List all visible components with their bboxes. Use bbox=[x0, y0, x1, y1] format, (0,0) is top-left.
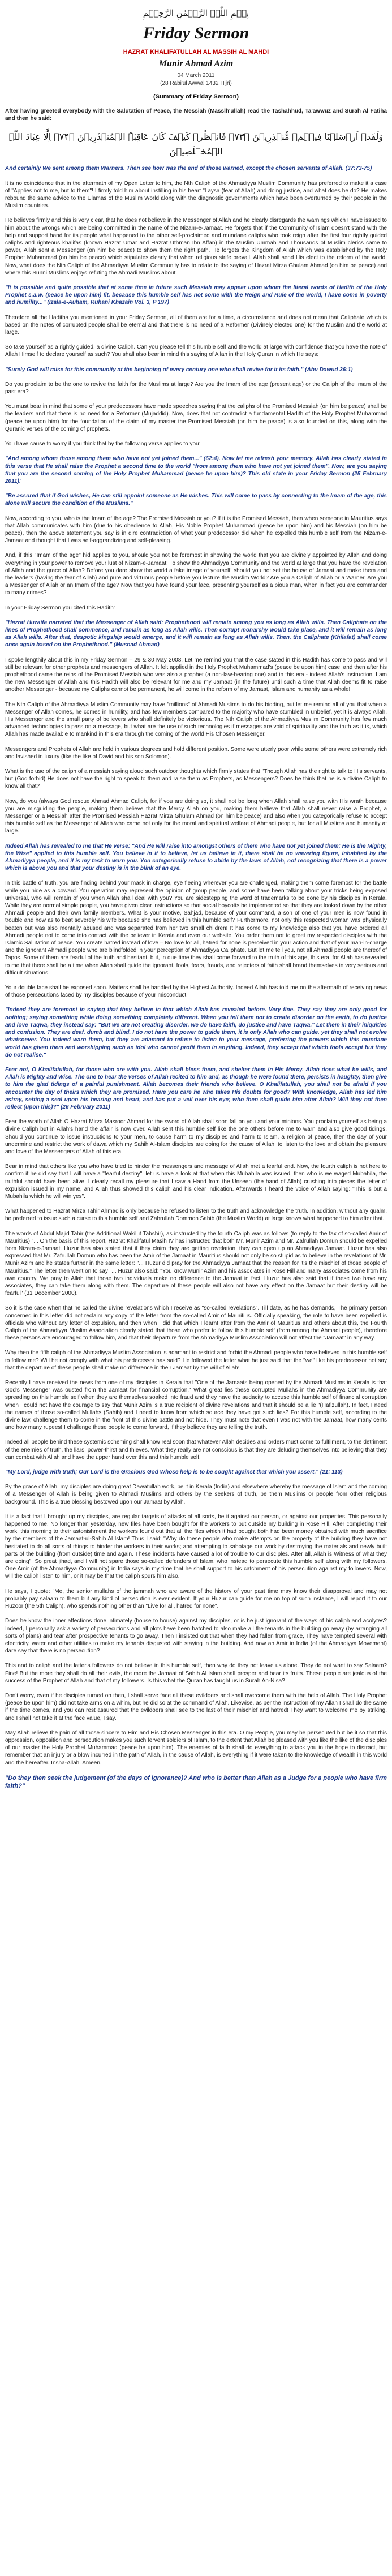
sermon-paragraph: Your double face shall be exposed soon. Matters shall be handled by the Highest Authority. Indeed Allah has told me on the aftermath of receiving news of those persecutions faced by my disciples because of your misconduct. bbox=[5, 985, 387, 999]
sermon-paragraph: You have cause to worry if you think that by the following verse applies to you: bbox=[5, 441, 201, 448]
bismillah-heading: بِسۡمِ اللّٰہِ الرَّحۡمٰنِ الرَّحِیۡمِ bbox=[143, 8, 249, 18]
sermon-paragraph: This and to caliph and the latter's followers do not believe in this humble self, then why do they not leave us alone. They do not want to say Salaam? Fine! But the more they shall do all their evils, the more the Jamaat of Sahih Al Islam shall prosper and bear its fruits. These people are jealous of the success of the Prophet of Allah and that of my followers. Is this what the Quran has taught us in Surah An-Nisa? bbox=[5, 1663, 387, 1684]
closing-quote: "Do they then seek the judgement (of the days of ignorance)? And who is better than Allah as a Judge for a people who have firm faith?" bbox=[5, 1774, 387, 1789]
sermon-paragraph: Therefore all the Hadiths you mentioned in your Friday Sermon, all of them are for a time, a circumstance and does not mean that Caliphate which is based on the notes of corrupted people shall be eternal and that there is no need of a Reformer (Divinely elected one) for the Muslim and the world at large. bbox=[5, 314, 387, 336]
sermon-paragraph: What happened to Hazrat Mirza Tahir Ahmad is only because he refused to listen to the truth and acknowledge the truth. In addition, without any qualm, he preferred to issue such a curse to this humble self and Zahrullah Dommon Sahib (the Muslim World) at large knows what happened to him after that. bbox=[5, 1208, 387, 1222]
sermon-date: 04 March 2011 bbox=[177, 72, 215, 79]
quote-paragraph: "Hazrat Huzaifa narrated that the Messenger of Allah said: Prophethood will remain among you as long as Allah wills. Then Caliphate on the lines of Prophethood shall commence, and remain as long as Allah wills. Then corrupt monarchy would take place, and it will remain as long as Allah wills. After that, despotic kingship would emerge, and it will remain as long as Allah wills. Then, the Caliphate (Khilafat) shall come once again based on the Prophethood." (Musnad Ahmad) bbox=[5, 619, 387, 649]
sermon-paragraph: Don't worry, even if he disciples turned on then, I shall serve face all these evildoers and shall overcome them with the help of Allah. The Holy Prophet (peace be upon him) did not take arms on a whim, but he did so at the command of Allah. Likewise, as per the instruction of my Allah I shall do the same if the time comes, and you can rest assured that the evildoers shall see to the last of their mischief and hatred! They want to welcome me by striking, and I shall not take it at the face value, I say. bbox=[5, 1692, 387, 1721]
sermon-paragraph: It is no coincidence that in the aftermath of my Open Letter to him, the Nth Caliph of the Ahmadiyya Muslim Community has preferred to make it a case of "Applies not to me, but to them"! I firmly told him about instilling in his heart "Laysa (fear of Allah) and doing justice, and what does he do? He makes rebound the same advice to the Ulamas of the Muslim World along with the diagnostic governments which have been overturned by their people in the Muslim countries. bbox=[5, 180, 387, 209]
sermon-paragraph: He believes firmly and this is very clear, that he does not believe in the Messenger of Allah and he clearly disregards the warnings which I have issued to him about the wrongs which are being committed in the name of the Nizam-e-Jamaat. He forgets that if the Community of Islam doesn't stand with the help and support hand for its people what happened to the other self-proclaimed and mundane caliphs who took reign after the first four rightly guided caliphs and righteous khalifas (known Hazrat Umar and Hazrat Uthman Ibn Affan) in the Muslim Ummah and Thousands of Muslim clerics came to power, Allah sent a Messenger (on him be peace) to show them the right path. He forgets the Kingdom of Allah which was established by the Holy Prophet Muhammad (on him be peace) which stipulates clearly that when religious strife prevail, Allah shall send His elect to the reform of the world. Now, what does the Nth Caliph of the Ahmadiyya Muslim Community has to relate to the saying of Hazrat Mirza Ghulam Ahmad (on him be peace) and where this Sunni Muslims enjoys refuting the Ahmadi Muslims about. bbox=[5, 217, 387, 276]
sermon-paragraph: Messengers and Prophets of Allah are held in various degrees and hold different position. Some were utterly poor while some others were extremely rich and lavished in luxury (like the like of David and his son Solomon). bbox=[5, 746, 387, 760]
sermon-paragraph: I spoke lengthily about this in my Friday Sermon – 29 & 30 May 2008. Let me remind you that the case stated in this Hadith has come to pass and will still be relevant for other prophets and messengers of Allah. It felt applied in the Holy Prophet Muhammad's (peace be upon him) case, and then after his prophethood came the reins of the Promised Messiah who was also a prophet (a non-law-bearing one) and in this era - indeed Allah's instruction, I am the new Messenger of Allah and this Hadith will also be relevant for me and my Jamaat (in the future) until such a time that Allah deems fit to raise another Messenger - because my Caliphs cannot be permanent, he will come in the reform of my Jamaat, Islam and humanity as a whole! bbox=[5, 656, 387, 693]
sermon-paragraph: You must bear in mind that some of your predecessors have made speeches saying that the caliphs of the Promised Messiah (on him be peace) shall be the leaders and that there is no need for a Reformer (Mujaddid). Now, does that not contradict a fundamental Hadith of the Holy Prophet Muhammad (peace be upon him) for the foundation of the claim of my master the Promised Messiah (on him be peace) is also founded on this, along with the Quranic verses of the coming of prophets. bbox=[5, 403, 387, 432]
sermon-paragraph: He says, I quote: "Me, the senior mullahs of the jammah who are aware of the history of your past time may know their disapproval and may not probably pay salaam to them but any kind of persecution is ever evident. If your Huzur can guide for me on top of such instance, I will report it to our Huzoor (the 5th Caliph), who spends nothing other than "Live for all, hatred for none". bbox=[5, 1588, 387, 1610]
quote-paragraph: "Indeed they are foremost in saying that they believe in that which Allah has revealed before. Very fine. They say they are only good for nothing; saying something while doing something completely different. When you tell them not to create disorder on the earth, to do justice and love Taqwa, they instead say: "But we are not creating disorder, we do have faith, do justice and have Taqwa." Let them in their iniquities and confusion. They are deaf, dumb and blind. I do not have the power to guide them, it is only Allah who can guide, yet they shall not evolve whatsoever. You indeed warn them, but they are adamant to refuse to listen to your message, preferring the powers which this mundane world has given them and worshipping such an idol who cannot profit them in anything. Indeed, they accept that which fools accept but they do not realise." bbox=[5, 1007, 387, 1058]
sermon-paragraph: The Nth Caliph of the Ahmadiyya Muslim Community may have "millions" of Ahmadi Muslims to do his bidding, but let me remind all of you that when a Messenger of Allah comes, he comes in humility, and has few members compared to the majority who have stumbled in unbelief, yet it is always Allah, His Messenger and the small party of believers who shall definitely be victorious. The Nth Caliph of the Ahmadiyya Muslim Community has few much advanced technologies to pass on a message, but what are the use of such technologies if messages are void of spirituality and the truth as it is, which Allah has made available to mankind in this era through the coming of the world His Chosen Messenger. bbox=[5, 701, 387, 738]
highlight-quote: "My Lord, judge with truth; Our Lord is the Gracious God Whose help is to be sought against that which you assert." (21: 113) bbox=[5, 1469, 343, 1476]
sermon-paragraph: Does he know the inner affections done intimately (house to house) against my disciples, or is he just ignorant of the ways of his caliph and acolytes? Indeed, I personally ask a variety of persecutions and all plots have been hatched to also make all the tenants in the building go away (by arranging all sorts of plans) and tear after prospective tenants to go away. Then I insisted out that when they had fallen from grace, They have tempted several with electricity, water and other utilities to make my tenants disgusted with staying in the building. And now an Amir in India (of the Ahmadiyya Movement) dare say that there is no persecution? bbox=[5, 1618, 387, 1655]
quote-paragraph: "Be assured that if God wishes, He can still appoint someone as He wishes. This will come to pass by connecting to the Imam of the age, this alone will secure the condition of the Muslims." bbox=[5, 493, 387, 507]
sermon-paragraph: May Allah relieve the pain of all those sincere to Him and His Chosen Messenger in this era. O my People, you may be persecuted but be it so that this oppression, opposition and persecution makes you such fervent soldiers of Islam, to the extent that Allah be pleased with you like the like of the disciples of our master the Holy Prophet Muhammad (peace be upon him). The enemies of faith shall do everything to attack you in the hope to distract, but remember that an injury or a blow incurred in the path of Allah, in the cause of Allah, is everything if it were taken to the knowledge of wealth in this world and the hereafter. Insha-Allah. Ameen. bbox=[5, 1729, 387, 1766]
quote-paragraph: "And among whom those among them who have not yet joined them..." (62:4). Now let me refresh your memory. Allah has clearly stated in this verse that He shall raise the Prophet a second time to the world "from among them who have not yet joined them". Now, are you saying that you are the second coming of the Holy Prophet Muhammad (peace be upon him)? This old state in your Friday Sermon (25 February 2011): bbox=[5, 456, 387, 484]
sermon-paragraph: Why then the fifth caliph of the Ahmadiyya Muslim Association is adamant to restrict and forbid the Ahmadi people who have believed in this humble self to follow me? Will he not comply with what his predecessor has said? He followed the letter what he just said that the "we" like his predecessor not say that the departure of these people shall make no difference in their Jamaat by the will of Allah! bbox=[5, 1350, 387, 1371]
sermon-paragraph: And, if this "Imam of the age" hid applies to you, should you not be foremost in showing the world that you are divinely appointed by Allah and doing everything in your power to remove your lust of Nizam-e-Jamaat! To show the Ahmadiyya Community and the world at large that you have the revelation of Allah and the grace of Allah? Before you dare show the world a fake image of yourself, should you not set the house of Jamaat and make them and the leaders (having the fear of Allah) and pure and virtuous people before you lecture the Muslim World? Are you a Caliph of Allah or a Warner, Are you a Messenger of Allah or an Imam of the age? Now that you have found your face, presenting yourself as a pious man, when in fact you are commander to many crimes? bbox=[5, 552, 387, 596]
quote-paragraph: "Surely God will raise for this community at the beginning of every century one who shall revive for it its faith." (Abu Dawud 36:1) bbox=[5, 366, 353, 373]
sermon-paragraph: Now, do you (always God rescue Ahmad Ahmad Caliph, for if you are doing so, it shall not be long when Allah shall raise you with His wrath because you are misguiding the people, making them believe that the Mercy Allah on you, making them believe that Allah shall never raise a Prophet, a Messenger or a Messiah after the Promised Messiah Hazrat Mirza Ghulam Ahmad (on him be peace) and also when you categorically refuse to accept this humble self as the Messenger of Allah who came not only for the moral and spiritual welfare of Ahmadi people, but for all Muslims and humanity at large. bbox=[5, 798, 387, 835]
sermon-paragraph: Indeed all people behind these systemic scheming shall know real soon that whatever Allah decides and orders must come to fulfilment, to the detriment of the enemies of truth, the liars, power-thirst and thieves. What they really are not conscious is that they are deluding themselves into believing that they can combat with Allah and have the upper hand over this and this humble self. bbox=[5, 1439, 387, 1461]
sermon-paragraph: In this battle of truth, you are finding behind your mask in charge, eye fleeing wherever you are challenged, making them come foremost for the battle while you hide as a coward. You operation may represent the opinion of group people, and some have been talking about your tricks being exposed universal, who will remain of you when Allah shall deal with you? You are sidestepping the word of trademarks to be done by his disciples in Kerala. While they are normal simple people, you have given clear instructions so that social boycotts be implemented so that they are looked down by the other Ahmadi people and their own family members. What is your motive, Sahjad, because of your command, a son of one of your men is now found in trouble and how as to beat severely his wife because she has believed in this humble self? Furthermore, not only this respected woman was physically beaten but was also mentally abused and was separated from her two small children! It has come to my knowledge also that you have ordered all Ahmadi people not to come into contact with the believer in Kerala and even our website. You order them not to greet my respected disciples with the Islamic Salutation of peace. You create hatred instead of love – No love for all, hatred for none is perceived in your action and that of your man-in-charge and the ignorant Ahmadi people who are blindfolded in your perception of Ahmadiyya Caliphate. But let me tell you, not all Ahmadi people are thereof of Tapos. Some of them are fearful of the truth and hesitant, but, in due time they shall come forward to the truth of this age, this era, for Allah has revealed to me that there shall be a time when Allah shall guide the ignorant, fools, fears, frauds, and rejecters of faith shall brand themselves in very serious and difficult situations. bbox=[5, 880, 387, 976]
author-title: HAZRAT KHALIFATULLAH AL MASSIH AL MAHDI bbox=[123, 49, 269, 55]
sermon-paragraph: Fear the wrath of Allah O Hazrat Mirza Masroor Ahmad for the sword of Allah shall soon fall on you and your minions. You proclaim yourself as being a divine Caliph but in Allah's hand the affair is now over. Allah sent this humble self like the one others before me to warn and also give good tidings. Should you continue to issue instructions to your men, to cause harm to my disciples and harm to Islam, a religion of peace, then the day of your undermine and restrict the work of dawa which my Sahih Al-Islam disciples are doing for the cause of Allah, to listen to the love and obtain the pleasure and love of the Messengers of Allah of this era. bbox=[5, 1119, 387, 1155]
speaker-name: Munir Ahmad Azim bbox=[158, 59, 234, 68]
quote-paragraph: Fear not, O Khalifatullah, for those who are with you. Allah shall bless them, and shelter them in His Mercy. Allah does what he wills, and Allah is Mighty and Wise. The one to hear the verses of Allah recited to him and, as though he were found there, persists in haughty, then give to him the glad tidings of a painful punishment. Allah becomes their friends who believe. O Khalifatullah, you shall not be afraid if you encounter the day of theirs which they are promised. Have you care he who takes His doubts for good? With knowledge, Allah has led him astray, setting a seal upon his hearing and heart, and has put a veil over his eye; who then shall guide him after Allah? Will they not then reflect (upon this)?" (26 February 2011) bbox=[5, 1066, 387, 1110]
sermon-body bbox=[5, 108, 387, 2569]
arabic-verse: وَلَقَدۡ اَرۡسَلۡنَا فِیۡہِمۡ مُّنۡذِرِیۡنَ ﴿۷۳﴾ فَانۡظُرۡ کَیۡفَ کَانَ عَاقِبَۃُ الۡمُنۡذَرِیۡنَ ﴿۷۴﴾ اِلَّا عِبَادَ اللّٰہِ الۡمُخۡلَصِیۡنَ bbox=[8, 131, 384, 157]
sermon-paragraph: So it is the case when that he called the divine revelations which I receive as "so-called revelations". Till date, as he has demands, The primary person concerned in this letter did not reclaim any copy of the letter from the so-called Amir of Mauritius. Officially speaking, the role to have been expelled is officials who without any letter of expulsion, and then when I did that which I learnt after from the Amir of Mauritius and others about this, the Fourth Caliph of the Ahmadiyya Muslim Association clearly stated that those who prefer to follow this humble self (from among the Ahmadi people), therefore these persons are encouraged to follow him, and that their departure from the Ahmadiyya Muslim Association will not affect the "Jamaat" in any way. bbox=[5, 1305, 387, 1342]
sermon-paragraph: Do you proclaim to be the one to revive the faith for the Muslims at large? Are you the Imam of the age (present age) or the Caliph of the Imam of the past era? bbox=[5, 381, 387, 396]
quote-paragraph: And certainly We sent among them Warners. Then see how was the end of those warned, except the chosen servants of Allah. (37:73-75) bbox=[5, 165, 372, 172]
hijri-date: (28 Rabi'ul Awwal 1432 Hijri) bbox=[160, 80, 232, 87]
sermon-paragraph: What is the use of the caliph of a messiah saying aloud such outdoor thoughts which firmly states that "Though Allah has the right to talk to His servants, but (God forbid) He does not have the right to speak to them and raise them as Prophets, as Messengers? Does he think that he is a divine Caliph to know all that? bbox=[5, 768, 387, 790]
sermon-paragraph: After having greeted everybody with the Salutation of Peace, the Messiah (Masslh'ullah) read the Tashahhud, Ta'awwuz and Surah Al Fatiha and then he said: bbox=[5, 108, 387, 122]
summary-label: (Summary of Friday Sermon) bbox=[153, 93, 239, 100]
sermon-paragraph: The words of Abdul Majid Tahir (the Additional Wakilut Tabshir), as instructed by the fourth Caliph was as follows (to reply to the fax of so-called Amir of Mauritius) "... On the basis of this report, Hazrat Khalifatul Masih IV has instructed that both Mr. Munir Azim and Mr. Zafrullah Domun should be expelled from Nizam-e-Jamaat. Huzur has also stated that if they claim they are getting revelation, they can open up an Ahmadiyya Jamaat. Huzur has also expressed that Mr. Zafrullah Domun who has been the Amir of the Jamaat in Mauritius should not only be so stupid as to believe in the revelations of Mr. Munir Azim and he states further in the same letter: "... Huzur did pray for the Ahmadiyya Jamaat that the reason for it's the mischief of those people of Mauritius." The letter then went on to say "... Huzur also said: "You know Munir Azim and his associates in Rose Hill and many associates come from his own country. We pray to Allah that those two individuals make no difference to the Jamaat in fact. Huzur has also said that if these two have any associates, they can take them along with them. The departure of these people will also not have any effect on the Jamaat but their destiny will be fearful" (31 December 2000). bbox=[5, 1230, 387, 1297]
quote-paragraph: "It is possible and quite possible that at some time in future such Messiah may appear upon whom the literal words of Hadith of the Holy Prophet s.a.w. (peace be upon him) fit, because this humble self has not come with the Reign and Rule of the world, I have come in poverty and humility..." (Izala-e-Auham, Ruhani Khazain Vol. 3, P 197) bbox=[5, 285, 387, 306]
quote-paragraph: Indeed Allah has revealed to me that He verse: "And He will raise into amongst others of them who have not yet joined them; He is the Mighty, the Wise" applied to this humble self. You believe in it to believe, let us believe in it, there shall be no wavering figure, inhabited by the Ahmadiyya people, and it is my task to warn you. You categorically refuse to abide by the laws of Allah, not recognizing that there is a power which is above you and that your destiny is in the blink of an eye. bbox=[5, 843, 387, 872]
sermon-paragraph: Now, according to you, who is the Imam of the age? The Promised Messiah or you? If it is the Promised Messiah, then when someone in Mauritius says that Allah communicates with him (due to his obedience to Allah, His Noble Prophet Muhammad (peace be upon him) and his Messiah (on him be peace), then the above statement you say is in dire contradiction of what your predecessor did when he expelled this humble self from the Nizam-e-Jamaat and thought that I was self-aggrandizing and self-pleasing. bbox=[5, 515, 387, 544]
page-title: Friday Sermon bbox=[143, 24, 249, 42]
sermon-paragraph: Recently I have received the news from one of my disciples in Kerala that "One of the Jamaats being opened by the Ahmadi Muslims in Kerala is that God's Messenger was ousted from the Jamaat for financial corruption." What great lies these corrupted Mullahs in the Ahmadiyya Community are spreading on this humble self when they are themselves soaked into fraud and they have the audacity to accuse this humble self of financial corruption when I could not have the courage to say that Munir Azim is a true recipient of divine revelations and that it should be a lie "(Hafizullah). In fact, I need the names of those so-called Mullahs (Sahib) and I need to know from which source they have got such lies? For this humble self, according to the divine law, challenge them to come in the front of this divine battle and not hide. They must note that even I was not with the Jamaat, how many cents and how many rupees! I challenge these people to come forward, if they believe they are telling the truth. bbox=[5, 1380, 387, 1431]
sermon-paragraph: So take yourself as a rightly guided, a divine Caliph. Can you please tell this humble self and the world at large with confidence that you have the note of Allah Himself to declare yourself as such? You shall also bear in mind this saying of Allah in the Holy Quran in which He says: bbox=[5, 344, 387, 358]
sermon-paragraph: In your Friday Sermon you cited this Hadith: bbox=[5, 604, 115, 611]
sermon-paragraph: Bear in mind that others like you who have tried to hinder the messengers and message of Allah met a fearful end. Now, the fourth caliph is not here to confirm if he did say that I will have a "fearful destiny", let us have a look at that when this Mubahila was issued, then who is we waged Mubahila, the truthful should have been alive! I clearly recall my pleasure that I saw a Hand from the Unseen (the hand of Allah) crushing into pieces the letter of expulsion issued in my name, and Allah thus showed this caliph and his clear indication. Afterwards I heard the voice of Allah saying: "This is but a Mubahila which he will win yes". bbox=[5, 1164, 387, 1200]
sermon-paragraph: By the grace of Allah, my disciples are doing great Dawatullah work, be it in Kerala (India) and elsewhere whereby the message of Islam and the coming of a Messenger of Allah is being given to Ahmadi Muslims and others by the seekers of truth, be them Muslims or people from other religious background. This is a true blessing bestowed upon our Jamaat by Allah. bbox=[5, 1484, 387, 1505]
sermon-paragraph: It is a fact that I brought up my disciples, are regular targets of attacks of all sorts, be it against our person, or against our properties. This personally happened to me. No longer than yesterday, new files have been bought for the workers to put outside my building in Rose Hill. After completing their work, this morning to their astonishment the workers found out that all the files which it had bought both had been money obtained with much sacrifice by the members of the Jamaat-ul-Sahih Al Islam! Thus I said: "Why do these people who make attempts on the property of the building they have not hesitated to do all sorts of things to hinder the workers in their works; and attempting to sabotage our work by destroying the materials and newly built parts of the building (from outside) time and again. These incidents have caused a lot of trouble to our disciples. After all, Allah is Witness of what they are doing". So great jihad, and I will not spare those so-called defenders of Islam, who instead to persecute this humble self along with my followers. One Amir (of the Ahmadiyya Community) in India says in my time that he shall support to his catchment of his persecution against my followers. Now, will the caliph listen to him, or it may be that the caliph spurs him also. bbox=[5, 1513, 387, 1580]
